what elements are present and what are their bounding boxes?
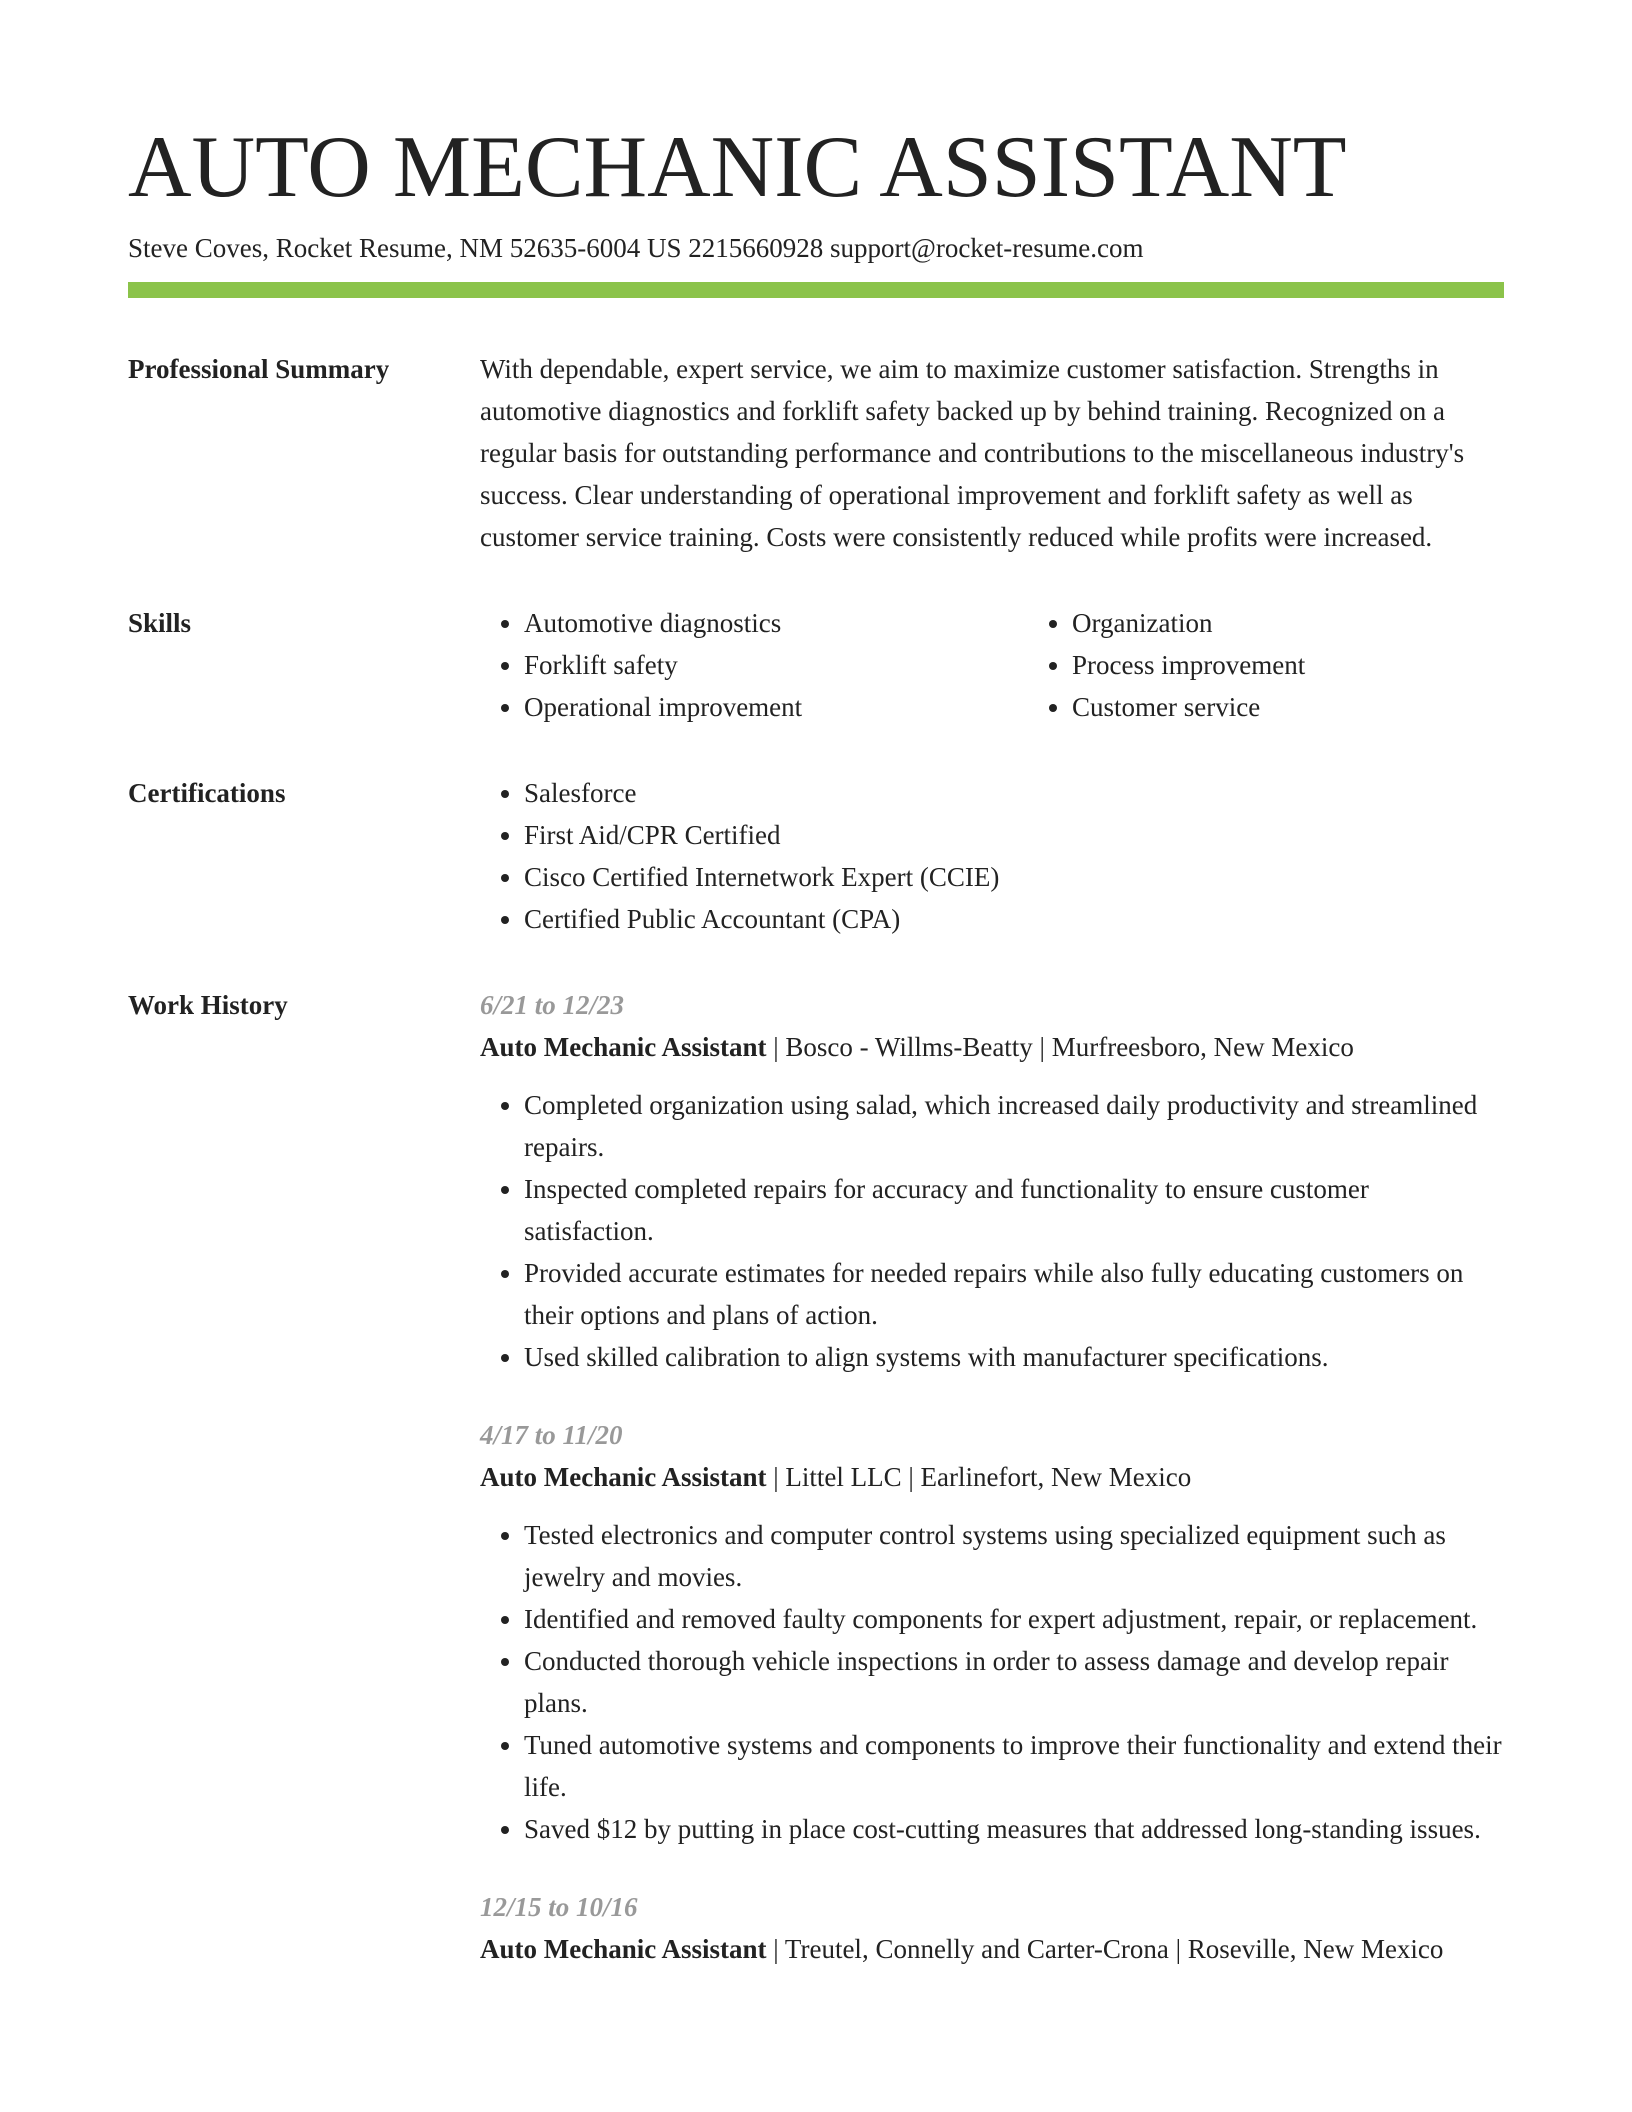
certifications-body <box>480 772 1504 940</box>
section-skills <box>128 602 1504 728</box>
certification-item: • Certified Public Accountant (CPA) <box>524 898 1504 940</box>
job-title: Auto Mechanic Assistant <box>480 1462 767 1492</box>
job-bullet: • Tuned automotive systems and components to improve their functionality and extend their life. <box>524 1724 1504 1808</box>
summary-text: With dependable, expert service, we aim to maximize customer satisfaction. Strengths in automotive diagnostics and forklift safety backed up by behind training. Recognized on a regular basis for outstanding performance and contributions to the miscellaneous industry's success. Clear understanding of operational improvement and forklift safety as well as customer service training. Costs were consistently reduced while profits were increased. <box>480 354 1465 552</box>
job-entry <box>480 1886 1504 1970</box>
section-label-skills: Skills <box>128 608 192 638</box>
job-details: | Treutel, Connelly and Carter-Crona | Roseville, New Mexico <box>766 1934 1444 1964</box>
job-bullet: • Inspected completed repairs for accuracy and functionality to ensure customer satisfaction. <box>524 1168 1504 1252</box>
job-dates: 6/21 to 12/23 <box>480 990 625 1020</box>
section-work-history <box>128 984 1504 1986</box>
accent-divider <box>128 282 1504 298</box>
resume-name-heading: AUTO MECHANIC ASSISTANT <box>128 119 1347 216</box>
job-bullets <box>480 1514 1504 1850</box>
section-label-summary: Professional Summary <box>128 354 390 384</box>
job-bullet: • Conducted thorough vehicle inspections in order to assess damage and develop repair plans. <box>524 1640 1504 1724</box>
job-bullet: • Provided accurate estimates for needed repairs while also fully educating customers on their options and plans of action. <box>524 1252 1504 1336</box>
certification-item: • First Aid/CPR Certified <box>524 814 1504 856</box>
skill-item: • Forklift safety <box>524 644 1028 686</box>
section-certifications <box>128 772 1504 940</box>
job-bullets <box>480 1084 1504 1378</box>
resume-page <box>128 118 1504 1986</box>
job-bullet: • Identified and removed faulty components for expert adjustment, repair, or replacement. <box>524 1598 1504 1640</box>
contact-line: Steve Coves, Rocket Resume, NM 52635-6004 US 2215660928 support@rocket-resume.com <box>128 233 1144 263</box>
job-title-line <box>480 1026 1504 1068</box>
job-title-line <box>480 1928 1504 1970</box>
section-label-certifications: Certifications <box>128 778 286 808</box>
job-bullet: • Tested electronics and computer control systems using specialized equipment such as jewelry and movies. <box>524 1514 1504 1598</box>
section-label-work-history: Work History <box>128 990 288 1020</box>
skill-item: • Operational improvement <box>524 686 1028 728</box>
job-details: | Littel LLC | Earlinefort, New Mexico <box>766 1462 1192 1492</box>
job-bullet: • Completed organization using salad, which increased daily productivity and streamlined repairs. <box>524 1084 1504 1168</box>
skills-body <box>480 602 1576 728</box>
section-professional-summary <box>128 348 1504 558</box>
job-title-line <box>480 1456 1504 1498</box>
skill-item: • Customer service <box>1072 686 1576 728</box>
skill-item: • Automotive diagnostics <box>524 602 1028 644</box>
summary-body <box>480 348 1504 558</box>
certifications-list <box>480 772 1504 940</box>
job-title: Auto Mechanic Assistant <box>480 1032 767 1062</box>
skills-list-left <box>480 602 1028 728</box>
skills-grid <box>480 602 1576 728</box>
skill-item: • Process improvement <box>1072 644 1576 686</box>
job-dates: 12/15 to 10/16 <box>480 1892 638 1922</box>
job-title: Auto Mechanic Assistant <box>480 1934 767 1964</box>
certification-item: • Salesforce <box>524 772 1504 814</box>
job-details: | Bosco - Willms-Beatty | Murfreesboro, New Mexico <box>766 1032 1354 1062</box>
work-history-body <box>480 984 1504 1986</box>
skills-list-right <box>1028 602 1576 728</box>
job-dates: 4/17 to 11/20 <box>480 1420 623 1450</box>
job-entry <box>480 1414 1504 1850</box>
job-bullet: • Used skilled calibration to align systems with manufacturer specifications. <box>524 1336 1504 1378</box>
job-entry <box>480 984 1504 1378</box>
skill-item: • Organization <box>1072 602 1576 644</box>
certification-item: • Cisco Certified Internetwork Expert (CCIE) <box>524 856 1504 898</box>
job-bullet: • Saved $12 by putting in place cost-cutting measures that addressed long-standing issues. <box>524 1808 1504 1850</box>
